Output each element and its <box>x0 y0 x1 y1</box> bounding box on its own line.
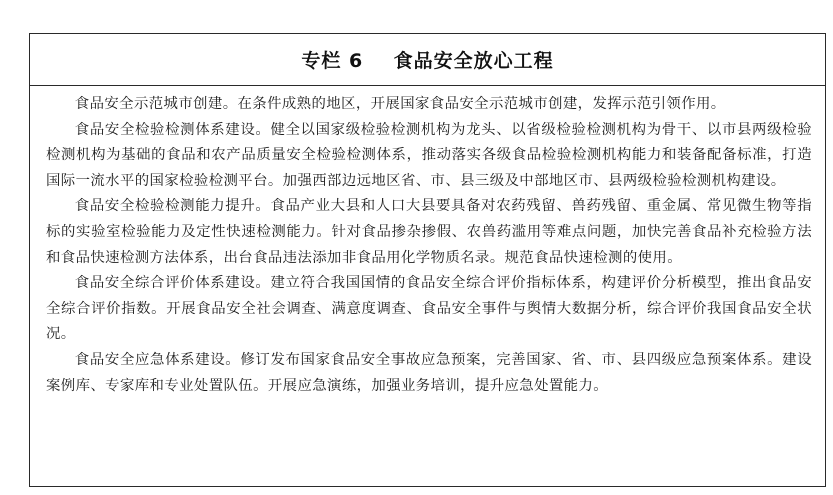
paragraph-text: 修订发布国家食品安全事故应急预案，完善国家、省、市、县四级应急预案体系。建设案例库、专家库和专业处置队伍。开展应急演练，加强业务培训，提升应急处置能力。 <box>46 351 813 394</box>
paragraph-text: 食品产业大县和人口大县要具备对农药残留、兽药残留、重金属、常见微生物等指标的实验室检验能力及定性快速检测能力。针对食品掺杂掺假、农兽药滥用等难点问题，加快完善食品补充检验方法和食品快速检测方法体系，出台食品违法添加非食品用化学物质名录。规范食品快速检测的使用。 <box>46 198 812 266</box>
paragraph-testing-system <box>46 118 812 195</box>
paragraph-evaluation-system <box>46 271 812 348</box>
paragraph-emergency-system <box>46 348 812 399</box>
column-body <box>46 92 812 399</box>
column-box <box>29 33 826 487</box>
paragraph-demo-city <box>46 92 812 118</box>
column-title: 专栏 6 食品安全放心工程 <box>301 50 554 72</box>
paragraph-text: 在条件成熟的地区，开展国家食品安全示范城市创建，发挥示范引领作用。 <box>237 96 726 112</box>
paragraph-heading: 食品安全检验检测体系建设。 <box>74 121 271 138</box>
column-title-row <box>30 34 825 86</box>
paragraph-heading: 食品安全示范城市创建。 <box>74 96 238 112</box>
paragraph-text: 健全以国家级检验检测机构为龙头、以省级检验检测机构为骨干、以市县两级检验检测机构为基础的食品和农产品质量安全检验检测体系，推动落实各级食品检验检测机构能力和装备配备标准，打造国际一流水平的国家检验检测平台。加强西部边远地区省、市、县三级及中部地区市、县两级检验检测机构建设。 <box>46 121 812 189</box>
paragraph-testing-capacity <box>46 194 812 271</box>
paragraph-heading: 食品安全应急体系建设。 <box>74 351 241 368</box>
paragraph-heading: 食品安全检验检测能力提升。 <box>74 198 271 215</box>
paragraph-text: 建立符合我国国情的食品安全综合评价指标体系，构建评价分析模型，推出食品安全综合评价指数。开展食品安全社会调查、满意度调查、食品安全事件与舆情大数据分析，综合评价我国食品安全状况。 <box>46 275 812 343</box>
paragraph-heading: 食品安全综合评价体系建设。 <box>74 275 271 292</box>
